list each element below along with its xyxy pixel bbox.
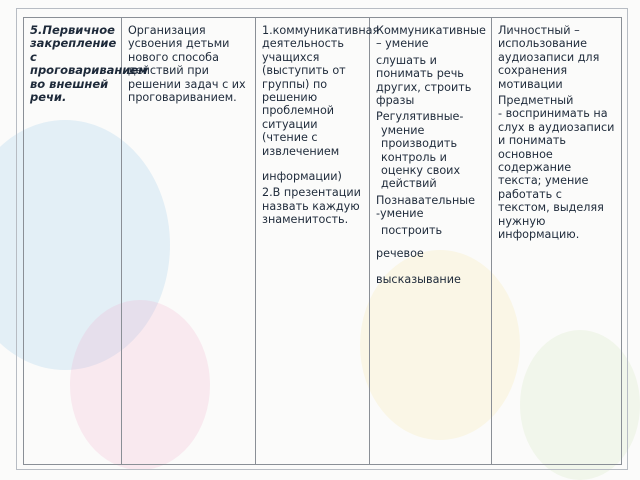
cognitive-text-1: построить — [381, 223, 443, 237]
results-cell — [492, 18, 622, 465]
stage-cell — [24, 18, 148, 465]
cognitive-title: Познавательные -умение — [376, 193, 475, 221]
communicative-text: слушать и понимать речь других, строить фразы — [376, 53, 472, 108]
personal-result: Личностный – использование аудиозаписи для сохранения мотивации — [498, 24, 600, 91]
regulative-text: умение производить контроль и оценку своих действий — [381, 123, 461, 191]
stage-title-end: речи. — [30, 90, 67, 105]
teacher-activity-cell — [122, 18, 256, 465]
regulative-title: Регулятивные- — [376, 110, 464, 124]
communicative-title: Коммуникативные – умение — [376, 24, 486, 51]
lesson-plan-table — [23, 17, 622, 465]
student-activity-cell — [256, 18, 380, 465]
student-activity-item-1: 1.коммуникативная деятельность учащихся (выступить от группы) по решению проблемной ситуации (чтение с извлечением — [262, 24, 380, 158]
student-activity-item-1-end: информации) — [262, 170, 342, 184]
table-row — [24, 18, 622, 465]
document-page — [16, 8, 628, 470]
stage-title: 5.Первичное закрепление с проговариванием во внешней — [30, 23, 148, 91]
cognitive-text-2: речевое — [376, 247, 424, 261]
subject-result-text: - воспринимать на слух в аудиозаписи и понимать основное содержание текста; умение работать с текстом, выделяя нужную информацию. — [498, 107, 615, 242]
teacher-activity-text: Организация усвоения детьми нового способа действий при решении задач с их проговариванием. — [128, 24, 246, 105]
subject-result-title: Предметный — [498, 94, 574, 108]
student-activity-item-2: 2.В презентации назвать каждую знаменитость. — [262, 186, 361, 227]
uud-cell — [370, 18, 492, 465]
cognitive-text-3: высказывание — [376, 272, 461, 286]
